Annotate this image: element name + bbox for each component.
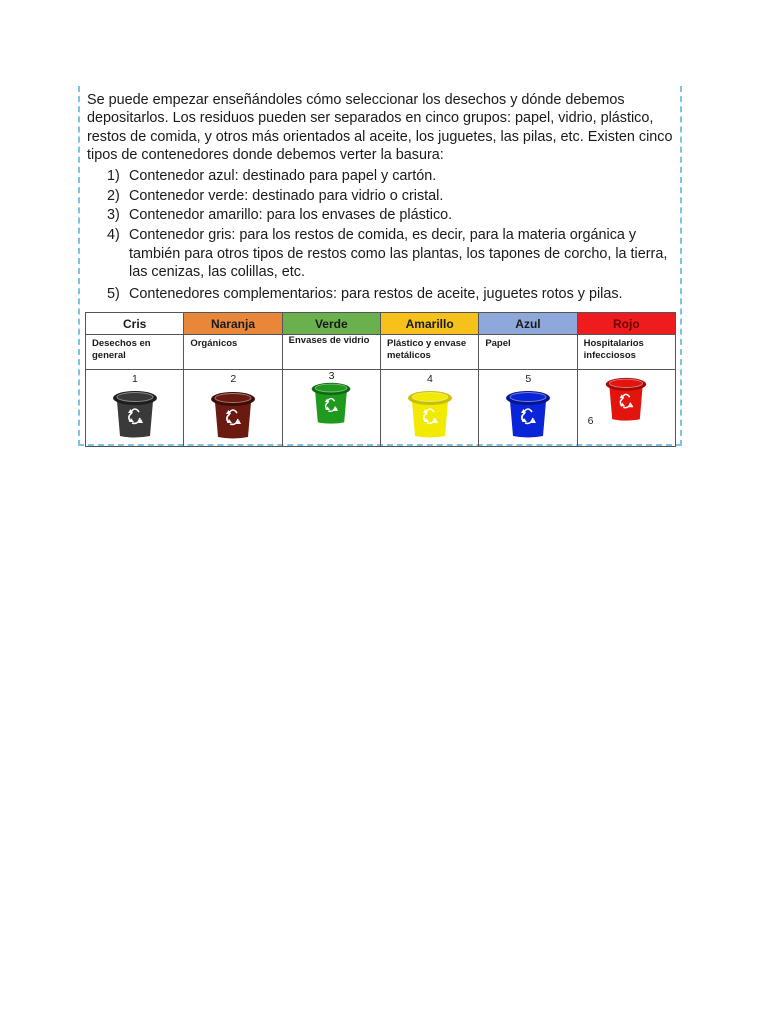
bin-number: 2: [230, 373, 237, 385]
bin-cell: [380, 370, 478, 447]
right-dashed-border: [680, 86, 682, 446]
column-header: Rojo: [577, 313, 675, 335]
column-header: Naranja: [184, 313, 282, 335]
bin-cell: [184, 370, 282, 447]
list-number: 4): [107, 227, 120, 244]
list-item: [87, 167, 679, 185]
list-item: [87, 285, 679, 303]
column-header: Verde: [282, 313, 380, 335]
content-card: [78, 86, 682, 446]
list-item: [87, 206, 679, 224]
bin-number: 6: [587, 415, 594, 427]
recycle-bin-icon: [111, 389, 159, 439]
bin-number: 5: [525, 373, 532, 385]
list-text: Contenedores complementarios: para restos de aceite, juguetes rotos y pilas.: [129, 285, 623, 302]
list-number: 2): [107, 187, 120, 204]
container-list: [87, 167, 679, 303]
recycle-bin-icon: [306, 381, 356, 425]
header-row: [86, 313, 676, 335]
column-header: Amarillo: [380, 313, 478, 335]
waste-description: Papel: [479, 335, 577, 370]
description-row: [86, 335, 676, 370]
bin-number: 1: [132, 373, 138, 385]
column-header: Cris: [86, 313, 184, 335]
list-text: Contenedor gris: para los restos de comida, es decir, para la materia orgánica y también para otros tipos de restos como las plantas, los tapones de corcho, la tierra, las cenizas, las colillas, etc.: [129, 227, 668, 281]
list-text: Contenedor verde: destinado para vidrio o cristal.: [129, 187, 444, 204]
recycle-bin-icon: [406, 389, 454, 439]
waste-description: Plástico y envase metálicos: [380, 335, 478, 370]
recycle-bin-icon: [600, 376, 652, 422]
bin-cell: [282, 370, 380, 447]
list-number: 1): [107, 167, 120, 184]
list-text: Contenedor amarillo: para los envases de plástico.: [129, 207, 453, 224]
bin-cell: [86, 370, 184, 447]
waste-description: Hospitalarios infecciosos: [577, 335, 675, 370]
bin-cell: [479, 370, 577, 447]
bin-color-table: [85, 312, 676, 447]
bin-row: [86, 370, 676, 447]
left-dashed-border: [78, 86, 80, 446]
waste-description: Desechos en general: [86, 335, 184, 370]
recycle-bin-icon: [209, 390, 257, 440]
list-number: 3): [107, 207, 120, 224]
list-item: [87, 226, 679, 281]
waste-description: Envases de vidrio: [282, 335, 380, 370]
column-header: Azul: [479, 313, 577, 335]
bin-number: 4: [426, 373, 433, 385]
recycle-bin-icon: [504, 389, 552, 439]
list-text: Contenedor azul: destinado para papel y cartón.: [129, 167, 437, 184]
waste-description: Orgánicos: [184, 335, 282, 370]
list-number: 5): [107, 285, 120, 302]
intro-paragraph: Se puede empezar enseñándoles cómo seleccionar los desechos y dónde debemos depositarlos. Los residuos pueden ser separados en cinco grupos: papel, vidrio, plástico, restos de comida, y otros más orientados al aceite, los juguetes, las pilas, etc. Existen cinco tipos de contenedores donde debemos verter la basura:: [87, 92, 673, 164]
text-block: [87, 91, 679, 304]
bin-cell: [577, 370, 675, 447]
bin-number: 3: [328, 370, 335, 382]
list-item: [87, 187, 679, 205]
